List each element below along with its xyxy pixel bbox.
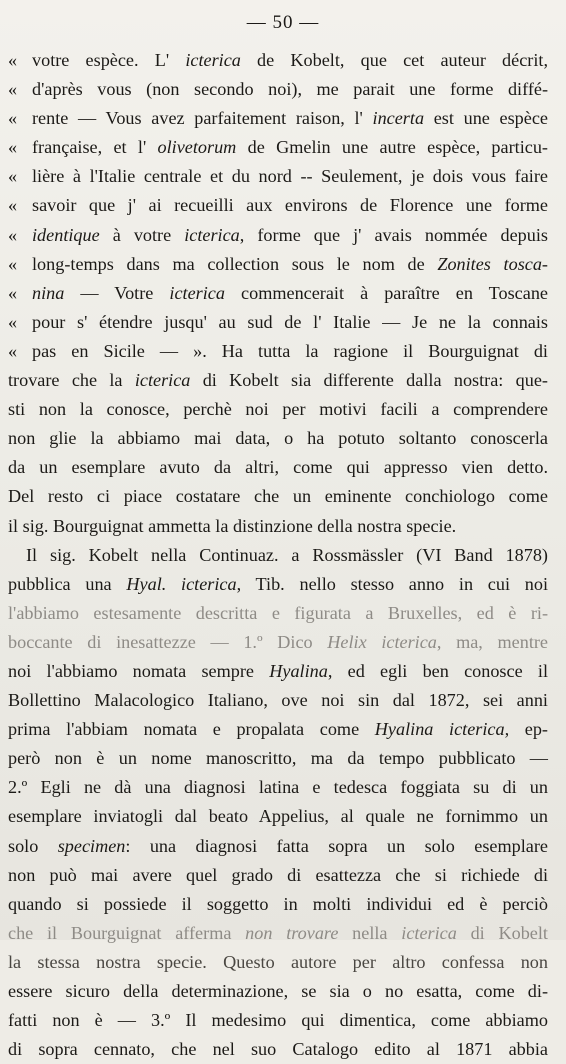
text-line	[8, 802, 548, 831]
italic-term: icterica	[401, 922, 457, 943]
text-line	[8, 162, 548, 191]
text-line	[8, 424, 548, 453]
text-line	[8, 482, 548, 511]
text-segment: lière à l'Italie centrale et du nord -- Seulement, je dois vous faire	[32, 166, 548, 187]
text-segment: à votre	[99, 224, 185, 245]
text-segment: fatti non è — 3.º Il medesimo qui dimentica, come abbiamo	[8, 1010, 548, 1031]
text-segment: però non è un nome manoscritto, ma da tempo pubblicato —	[8, 748, 548, 769]
text-segment: : una diagnosi fatta sopra un solo esemplare	[125, 835, 548, 856]
text-segment: commencerait à paraître en Toscane	[224, 282, 548, 303]
text-segment: , ma, mentre	[436, 631, 549, 652]
text-segment: non può mai avere quel grado di esattezza che si richiede di	[8, 864, 548, 885]
quote-mark: «	[8, 224, 18, 245]
italic-term: specimen	[57, 835, 126, 856]
text-segment: d'après vous (non secondo noi), me parait une forme diffé-	[32, 79, 548, 100]
text-segment: di Kobelt	[456, 922, 548, 943]
text-line	[8, 570, 548, 599]
text-line	[8, 744, 548, 773]
text-line	[8, 541, 548, 570]
text-segment: savoir que j' ai recueilli aux environs de Florence une forme	[32, 195, 548, 216]
text-segment: long-temps dans ma collection sous le nom de	[32, 253, 438, 274]
italic-term: identique	[32, 224, 100, 245]
quote-mark: «	[8, 166, 18, 187]
text-line	[8, 133, 548, 162]
text-line	[8, 628, 548, 657]
italic-term: Zonites tosca-	[437, 253, 548, 274]
text-segment: il sig. Bourguignat ammetta la distinzione della nostra specie.	[8, 515, 457, 536]
text-segment: pubblica una	[8, 573, 127, 594]
text-line	[8, 453, 548, 482]
text-segment: ep-	[509, 719, 548, 740]
quote-mark: «	[8, 137, 18, 158]
text-segment: , forme que j' avais nommée depuis	[239, 224, 548, 245]
text-segment: sti non la conosce, perchè noi per motivi facili a comprendere	[8, 399, 548, 420]
text-line	[8, 221, 548, 250]
text-line	[8, 46, 548, 75]
italic-term: Hyalina	[269, 660, 328, 681]
text-segment: pas en Sicile — ». Ha tutta la ragione il Bourguignat di	[32, 340, 548, 361]
italic-term: icterica	[169, 282, 225, 303]
text-line	[8, 366, 548, 395]
quote-mark: «	[8, 311, 18, 332]
text-line	[8, 686, 548, 715]
text-line	[8, 890, 548, 919]
text-segment: trovare che la	[8, 370, 135, 391]
text-segment: rente — Vous avez parfaitement raison, l'	[32, 108, 373, 129]
text-line	[8, 191, 548, 220]
text-line	[8, 919, 548, 948]
text-segment: che il Bourguignat afferma	[8, 922, 246, 943]
italic-term: nina	[32, 282, 65, 303]
text-line	[8, 773, 548, 802]
text-line	[8, 250, 548, 279]
text-segment: Il sig. Kobelt nella Continuaz. a Rossmässler (VI Band 1878)	[26, 544, 548, 565]
quote-mark: «	[8, 340, 18, 361]
italic-term: icterica	[184, 224, 240, 245]
text-segment: , ed egli ben conosce il	[327, 660, 548, 681]
text-segment: de Kobelt, que cet auteur décrit,	[240, 50, 549, 70]
text-line	[8, 715, 548, 744]
text-line	[8, 308, 548, 337]
italic-term: Hyalina icterica,	[374, 719, 510, 740]
text-segment: da un esemplare avuto da altri, come qui appresso vien detto.	[8, 457, 548, 478]
italic-term: incerta	[372, 108, 425, 129]
text-segment: de Gmelin une autre espèce, particu-	[236, 137, 548, 158]
text-segment: boccante di inesattezze — 1.º Dico	[8, 631, 328, 652]
text-line	[8, 395, 548, 424]
page-number: — 50 —	[246, 12, 320, 33]
quote-mark: «	[8, 253, 18, 274]
text-segment: 2.º Egli ne dà una diagnosi latina e tedesca foggiata su di un	[8, 777, 548, 798]
text-segment: di sopra cennato, che nel suo Catalogo edito al 1871 abbia	[8, 1039, 548, 1060]
text-line	[8, 599, 548, 628]
text-line	[8, 1006, 548, 1035]
text-segment: di Kobelt sia differente dalla nostra: que-	[190, 370, 548, 391]
text-segment: — Votre	[64, 282, 170, 303]
text-line	[8, 512, 548, 541]
text-segment: est une espèce	[424, 108, 548, 129]
text-line	[8, 279, 548, 308]
quote-mark: «	[8, 282, 18, 303]
text-line	[8, 104, 548, 133]
text-segment: la stessa nostra specie. Questo autore per altro confessa non	[8, 951, 548, 972]
quote-mark: «	[8, 79, 18, 100]
text-segment: , Tib. nello stesso anno in cui noi	[236, 573, 548, 594]
quote-mark: «	[8, 108, 18, 129]
text-segment: nella	[338, 922, 402, 943]
text-segment: française, et l'	[32, 137, 158, 158]
text-segment: esemplare inviatogli dal beato Appelius, al quale ne fornimmo un	[8, 806, 548, 827]
text-line	[8, 948, 548, 977]
body-text	[8, 46, 548, 1064]
text-line	[8, 657, 548, 686]
italic-term: icterica	[185, 50, 241, 70]
text-line	[8, 832, 548, 861]
text-line	[8, 861, 548, 890]
text-segment: non glie la abbiamo mai data, o ha potuto soltanto conoscerla	[8, 428, 548, 449]
text-line	[8, 75, 548, 104]
italic-term: olivetorum	[157, 137, 237, 158]
text-segment: votre espèce. L'	[32, 50, 186, 70]
italic-term: Hyal. icterica	[126, 573, 237, 594]
text-segment: Bollettino Malacologico Italiano, ove noi sin dal 1872, sei anni	[8, 690, 548, 711]
text-segment: Del resto ci piace costatare che un eminente conchiologo come	[8, 486, 548, 507]
text-line	[8, 1035, 548, 1064]
quote-mark: «	[8, 50, 18, 70]
italic-term: non trovare	[245, 922, 339, 943]
text-segment: solo	[8, 835, 58, 856]
text-segment: essere sicuro della determinazione, se sia o no esatta, come di-	[8, 981, 548, 1001]
text-segment: pour s' étendre jusqu' au sud de l' Italie — Je ne la connais	[32, 311, 548, 332]
text-segment: l'abbiamo estesamente descritta e figurata a Bruxelles, ed è ri-	[8, 602, 548, 623]
text-segment: prima l'abbiam nomata e propalata come	[8, 719, 375, 740]
text-line	[8, 977, 548, 1006]
italic-term: Helix icterica	[327, 631, 437, 652]
text-segment: noi l'abbiamo nomata sempre	[8, 660, 270, 681]
text-line	[8, 337, 548, 366]
text-segment: quando si possiede il soggetto in molti individui ed è perciò	[8, 893, 548, 914]
quote-mark: «	[8, 195, 18, 216]
italic-term: icterica	[134, 370, 191, 391]
